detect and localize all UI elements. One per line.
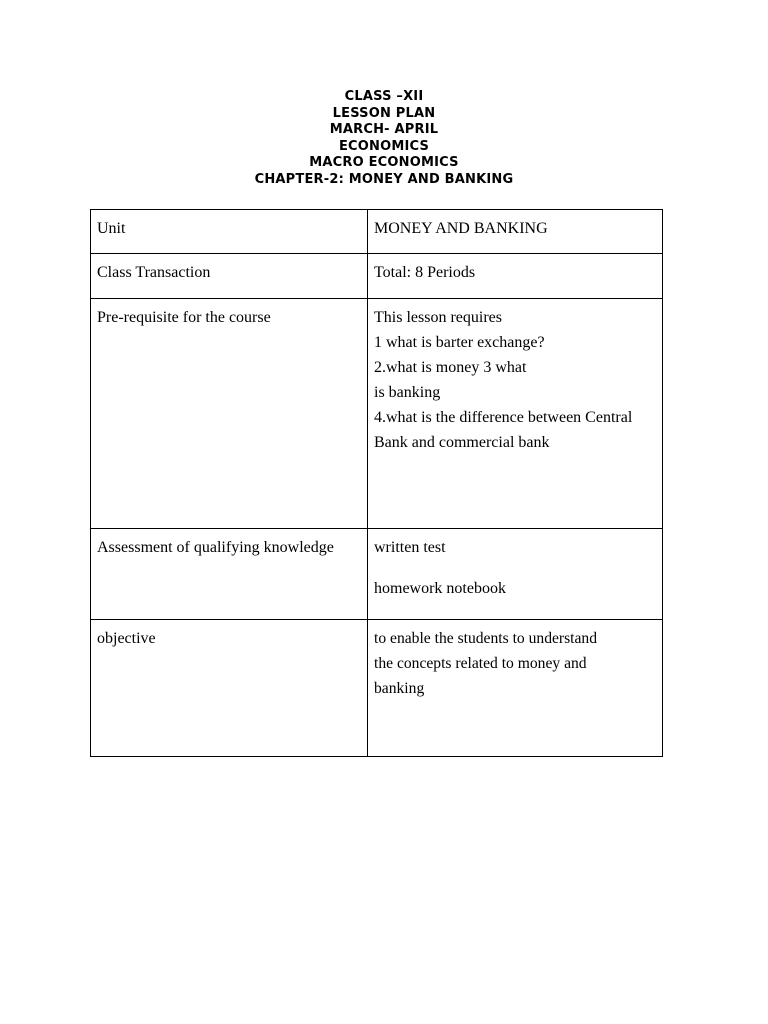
chapter-heading: CHAPTER-2: MONEY AND BANKING bbox=[254, 171, 514, 187]
prerequisite-line: is banking bbox=[374, 384, 441, 401]
assessment-label: Assessment of qualifying knowledge bbox=[91, 529, 368, 620]
class-transaction-label: Class Transaction bbox=[91, 254, 368, 299]
table-row-objective bbox=[91, 620, 663, 757]
objective-line: the concepts related to money and bbox=[374, 655, 587, 672]
period-heading: MARCH- APRIL bbox=[329, 122, 439, 138]
table-row-unit bbox=[91, 210, 663, 254]
prerequisite-line: 4.what is the difference between Central bbox=[374, 409, 633, 426]
assessment-value bbox=[368, 529, 663, 620]
prerequisite-line: Bank and commercial bank bbox=[374, 434, 550, 451]
assessment-line: homework notebook bbox=[374, 580, 506, 597]
document-header bbox=[0, 89, 768, 189]
unit-value bbox=[368, 210, 663, 254]
unit-label: Unit bbox=[91, 210, 368, 254]
class-transaction-value bbox=[368, 254, 663, 299]
prerequisite-line: 1 what is barter exchange? bbox=[374, 334, 545, 351]
table-row-class-transaction bbox=[91, 254, 663, 299]
objective-line: banking bbox=[374, 680, 425, 697]
class-heading: CLASS –XII bbox=[344, 89, 424, 104]
table-row-prerequisite bbox=[91, 299, 663, 529]
lesson-plan-heading: LESSON PLAN bbox=[332, 105, 436, 121]
branch-heading: MACRO ECONOMICS bbox=[309, 155, 459, 171]
table-row-assessment bbox=[91, 529, 663, 620]
unit-value-text: MONEY AND BANKING bbox=[374, 220, 548, 237]
objective-label: objective bbox=[91, 620, 368, 757]
prerequisite-value bbox=[368, 299, 663, 529]
subject-heading: ECONOMICS bbox=[338, 138, 430, 154]
prerequisite-line: This lesson requires bbox=[374, 309, 502, 326]
prerequisite-label: Pre-requisite for the course bbox=[91, 299, 368, 529]
assessment-line: written test bbox=[374, 539, 446, 556]
objective-value bbox=[368, 620, 663, 757]
prerequisite-line: 2.what is money 3 what bbox=[374, 359, 527, 376]
lesson-plan-table bbox=[90, 209, 663, 757]
class-transaction-value-text: Total: 8 Periods bbox=[374, 264, 476, 281]
objective-line: to enable the students to understand bbox=[374, 630, 598, 647]
